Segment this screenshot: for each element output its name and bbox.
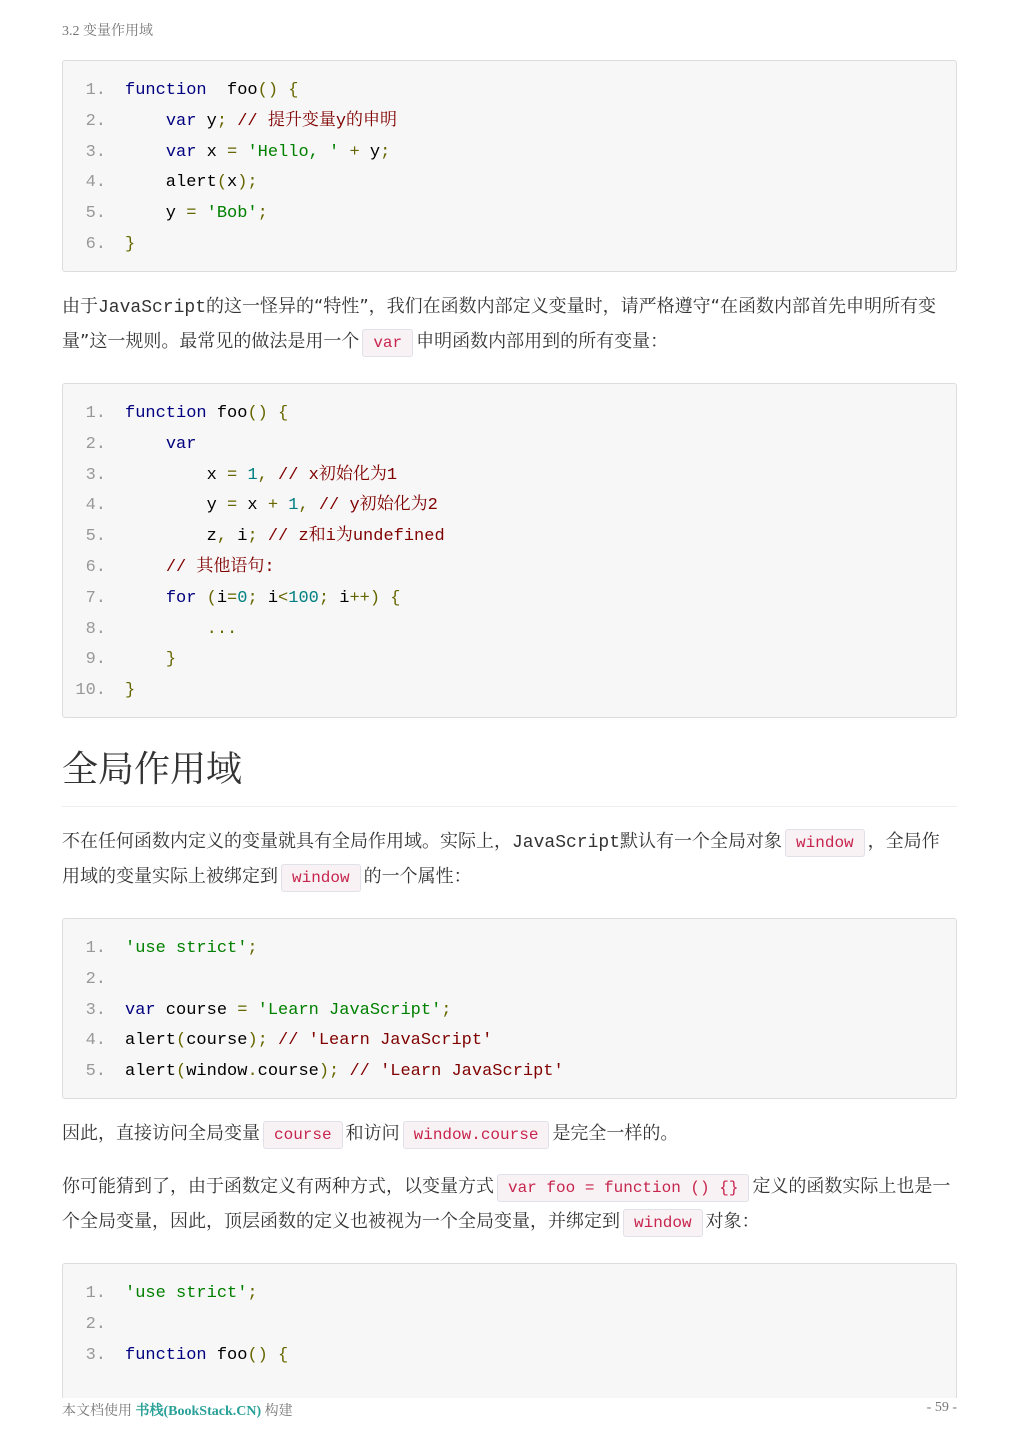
code-line [63, 645, 956, 676]
code-token: var [125, 1000, 156, 1020]
code-token: var [165, 142, 197, 162]
paragraph [62, 1170, 957, 1240]
section-heading: 全局作用域 [62, 746, 957, 807]
paragraph-mono: JavaScript [512, 833, 621, 853]
line-number: 3. [85, 142, 106, 162]
code-token [237, 466, 247, 485]
code-token [339, 143, 349, 162]
code-token: ; [216, 111, 228, 131]
code-token: var [165, 111, 197, 131]
code-token: // 其他语句: [165, 557, 275, 577]
code-token: x [125, 465, 228, 485]
code-token [278, 496, 288, 515]
paragraph-text: ，全局作用域的变量实际上被绑定到 [62, 831, 940, 887]
code-token: course [257, 1062, 319, 1082]
line-number: 3. [85, 1000, 106, 1020]
line-number: 4. [85, 496, 106, 516]
code-token: 'Hello, ' [247, 142, 340, 162]
code-token: var [165, 434, 197, 454]
code-text [106, 1341, 288, 1372]
code-token: foo [206, 404, 248, 423]
line-number: 10. [75, 681, 106, 701]
code-text [106, 645, 176, 676]
line-number: 5. [85, 527, 106, 547]
inline-code: window [785, 829, 865, 857]
code-token: , [298, 496, 309, 516]
code-token: i [216, 588, 228, 608]
code-token: 'Learn JavaScript' [257, 1000, 442, 1020]
line-number: 1. [85, 1284, 106, 1303]
code-token [309, 496, 319, 515]
code-line [63, 615, 956, 646]
code-line [63, 230, 956, 261]
code-token: // 'Learn JavaScript' [349, 1062, 564, 1082]
code-token [125, 650, 166, 669]
footer-text: 构建 [264, 1404, 293, 1419]
code-token: course [186, 1031, 248, 1051]
code-line [63, 1279, 956, 1310]
code-text [106, 399, 288, 430]
code-token [125, 143, 166, 162]
code-token: y [359, 142, 381, 162]
code-text [106, 584, 400, 615]
paragraph [62, 290, 957, 360]
code-line [63, 430, 956, 461]
code-text [106, 934, 258, 965]
footer-text: 本文档使用 [62, 1404, 132, 1419]
line-number: 1. [85, 404, 106, 423]
code-token: ); [237, 173, 258, 193]
code-text [106, 522, 445, 553]
code-token: ); [318, 1062, 340, 1082]
line-number: 6. [85, 234, 106, 254]
inline-code: window.course [403, 1121, 550, 1149]
code-text [106, 138, 390, 169]
code-token: 100 [288, 588, 319, 608]
code-token: = [227, 588, 238, 608]
code-token: ; [247, 527, 258, 547]
code-token [380, 589, 390, 608]
code-token: 1 [247, 465, 258, 485]
code-text [106, 230, 135, 261]
code-text [106, 965, 125, 996]
code-line [63, 676, 956, 707]
code-line [63, 399, 956, 430]
code-token: { [288, 81, 299, 100]
code-token: // x初始化为1 [278, 465, 398, 485]
code-text [106, 1279, 258, 1310]
code-token [125, 112, 166, 131]
paragraph-text: 的一个属性： [363, 866, 472, 887]
code-token: + [267, 496, 279, 516]
code-token: ; [247, 939, 258, 958]
code-token: ; [318, 588, 330, 608]
line-number: 2. [85, 969, 106, 989]
code-token: i [227, 527, 248, 547]
code-text [106, 199, 268, 230]
code-text [106, 1057, 564, 1088]
line-number: 4. [85, 173, 106, 193]
code-token: x [237, 496, 268, 516]
code-token: ... [206, 619, 238, 639]
paragraph-text: 默认有一个全局对象 [620, 831, 783, 852]
code-token: = [237, 1000, 248, 1020]
code-token [125, 435, 166, 454]
code-token [196, 204, 206, 223]
inline-code: window [623, 1209, 703, 1237]
code-token: alert [125, 1062, 177, 1082]
code-token: x [196, 142, 228, 162]
code-token: 0 [237, 588, 248, 608]
code-token: } [125, 681, 136, 701]
code-token: } [165, 650, 177, 670]
code-token: foo [206, 81, 258, 100]
inline-code: var foo = function () {} [497, 1174, 749, 1202]
code-block [62, 60, 957, 272]
code-token: x [227, 173, 238, 193]
code-token: { [278, 1345, 289, 1365]
code-text [106, 491, 438, 522]
code-token: alert [125, 1031, 177, 1051]
code-token: z [125, 527, 217, 547]
code-text [106, 1026, 492, 1057]
code-token: + [349, 142, 360, 162]
code-token [268, 404, 278, 423]
code-token: ; [380, 142, 391, 162]
code-token: = [227, 465, 238, 485]
code-token: . [247, 1062, 258, 1082]
page-footer [62, 1400, 957, 1420]
paragraph-text: 和访问 [345, 1123, 400, 1144]
line-number: 7. [85, 588, 106, 608]
line-number: 5. [85, 204, 106, 224]
code-token: ++) [349, 588, 381, 608]
code-token: foo [206, 1345, 248, 1365]
code-text [106, 76, 298, 107]
inline-code: var [362, 329, 413, 357]
code-token: ; [257, 204, 268, 224]
code-token: = [227, 142, 238, 162]
code-token: { [278, 404, 289, 423]
code-token: // y初始化为2 [318, 496, 438, 516]
code-token: y [196, 111, 217, 131]
code-token: ; [441, 1000, 452, 1020]
code-token [268, 1346, 278, 1365]
code-token [125, 589, 166, 608]
code-line [63, 996, 956, 1027]
code-line [63, 107, 956, 138]
page-content [62, 60, 957, 1398]
code-token: { [390, 588, 401, 608]
code-line [63, 491, 956, 522]
code-token: = [186, 204, 197, 224]
code-text [106, 168, 258, 199]
code-token: 1 [288, 496, 299, 516]
code-block [62, 918, 957, 1099]
inline-code: window [281, 864, 361, 892]
code-token: ); [247, 1031, 268, 1051]
code-token [268, 1031, 278, 1050]
paragraph-text: 定义的函数实际上也是一个全局变量，因此，顶层函数的定义也被视为一个全局变量，并绑定到 [62, 1176, 951, 1232]
inline-code: course [263, 1121, 343, 1149]
code-text [106, 996, 451, 1027]
code-token: // 提升变量y的申明 [237, 111, 398, 131]
code-token: function [125, 81, 207, 100]
running-header: 3.2 变量作用域 [62, 24, 153, 39]
code-token: y [125, 204, 187, 224]
code-line [63, 1057, 956, 1088]
code-block [62, 383, 957, 718]
code-text [106, 1310, 125, 1341]
code-token: alert [125, 173, 217, 193]
code-token [278, 81, 288, 100]
code-token: () [247, 1345, 268, 1365]
code-token: window [186, 1062, 248, 1082]
code-token: () [247, 404, 268, 423]
line-number: 6. [85, 557, 106, 577]
line-number: 1. [85, 81, 106, 100]
code-text [106, 430, 196, 461]
paragraph-text: 由于 [62, 296, 98, 317]
code-token: , [216, 527, 228, 547]
paragraph-text: 不在任何函数内定义的变量就具有全局作用域。实际上， [62, 831, 512, 852]
code-token: = [227, 496, 238, 516]
paragraph-text: 的这一怪异的“特性”，我们在函数内部定义变量时，请严格遵守“在函数内部首先申明所有变量”这一规则。最常见的做法是用一个 [62, 296, 937, 352]
paragraph-text: 是完全一样的。 [552, 1123, 679, 1144]
paragraph [62, 1117, 957, 1152]
code-line [63, 1341, 956, 1372]
code-token: ( [216, 173, 228, 193]
paragraph [62, 825, 957, 895]
code-token [237, 143, 247, 162]
code-token: < [278, 588, 289, 608]
code-token: } [125, 234, 136, 254]
line-number: 1. [85, 939, 106, 958]
code-token [268, 466, 278, 485]
paragraph-text: 申明函数内部用到的所有变量： [416, 331, 669, 352]
code-token: 'use strict' [125, 1284, 248, 1303]
code-token: 'use strict' [125, 939, 248, 958]
line-number: 3. [85, 465, 106, 485]
line-number: 4. [85, 1031, 106, 1051]
code-token: 'Bob' [206, 204, 258, 224]
code-line [63, 1310, 956, 1341]
code-block [62, 1263, 957, 1398]
code-text [106, 553, 275, 584]
code-token [227, 112, 237, 131]
code-line [63, 76, 956, 107]
code-token: course [155, 1000, 238, 1020]
code-line [63, 199, 956, 230]
code-line [63, 138, 956, 169]
code-token: ; [247, 588, 258, 608]
code-text [106, 676, 135, 707]
line-number: 5. [85, 1062, 106, 1082]
code-token [247, 1001, 257, 1020]
code-token: for [165, 588, 197, 608]
code-token: function [125, 1345, 207, 1365]
code-token: , [257, 465, 268, 485]
code-token: ( [206, 588, 217, 608]
code-token: // 'Learn JavaScript' [278, 1031, 493, 1051]
code-token [125, 620, 207, 639]
page-number: - 59 - [926, 1400, 957, 1415]
code-text [106, 461, 397, 492]
line-number: 2. [85, 111, 106, 131]
code-line [63, 584, 956, 615]
code-line [63, 934, 956, 965]
code-token: ; [247, 1284, 258, 1303]
footer-brand-link[interactable]: 书栈(BookStack.CN) [135, 1404, 262, 1419]
code-token [339, 1062, 349, 1081]
code-token [196, 589, 206, 608]
code-token: function [125, 404, 207, 423]
code-token: i [257, 588, 279, 608]
line-number: 3. [85, 1345, 106, 1365]
code-token [258, 527, 268, 546]
paragraph-text: 因此，直接访问全局变量 [62, 1123, 260, 1144]
code-line [63, 965, 956, 996]
code-text [106, 615, 237, 646]
paragraph-mono: JavaScript [98, 298, 207, 318]
code-line [63, 553, 956, 584]
line-number: 8. [85, 619, 106, 639]
code-line [63, 522, 956, 553]
code-token: () [257, 81, 279, 100]
paragraph-text: 对象： [705, 1211, 760, 1232]
code-token: y [125, 496, 228, 516]
line-number: 2. [85, 1314, 106, 1334]
code-line [63, 461, 956, 492]
code-token [125, 558, 166, 577]
code-token: i [329, 588, 350, 608]
line-number: 2. [85, 434, 106, 454]
line-number: 9. [85, 650, 106, 670]
code-line [63, 1026, 956, 1057]
code-text [106, 107, 397, 138]
code-token: // z和i为undefined [267, 527, 445, 547]
code-line [63, 168, 956, 199]
code-token: ( [176, 1031, 187, 1051]
paragraph-text: 你可能猜到了，由于函数定义有两种方式，以变量方式 [62, 1176, 494, 1197]
code-token: ( [176, 1062, 187, 1082]
